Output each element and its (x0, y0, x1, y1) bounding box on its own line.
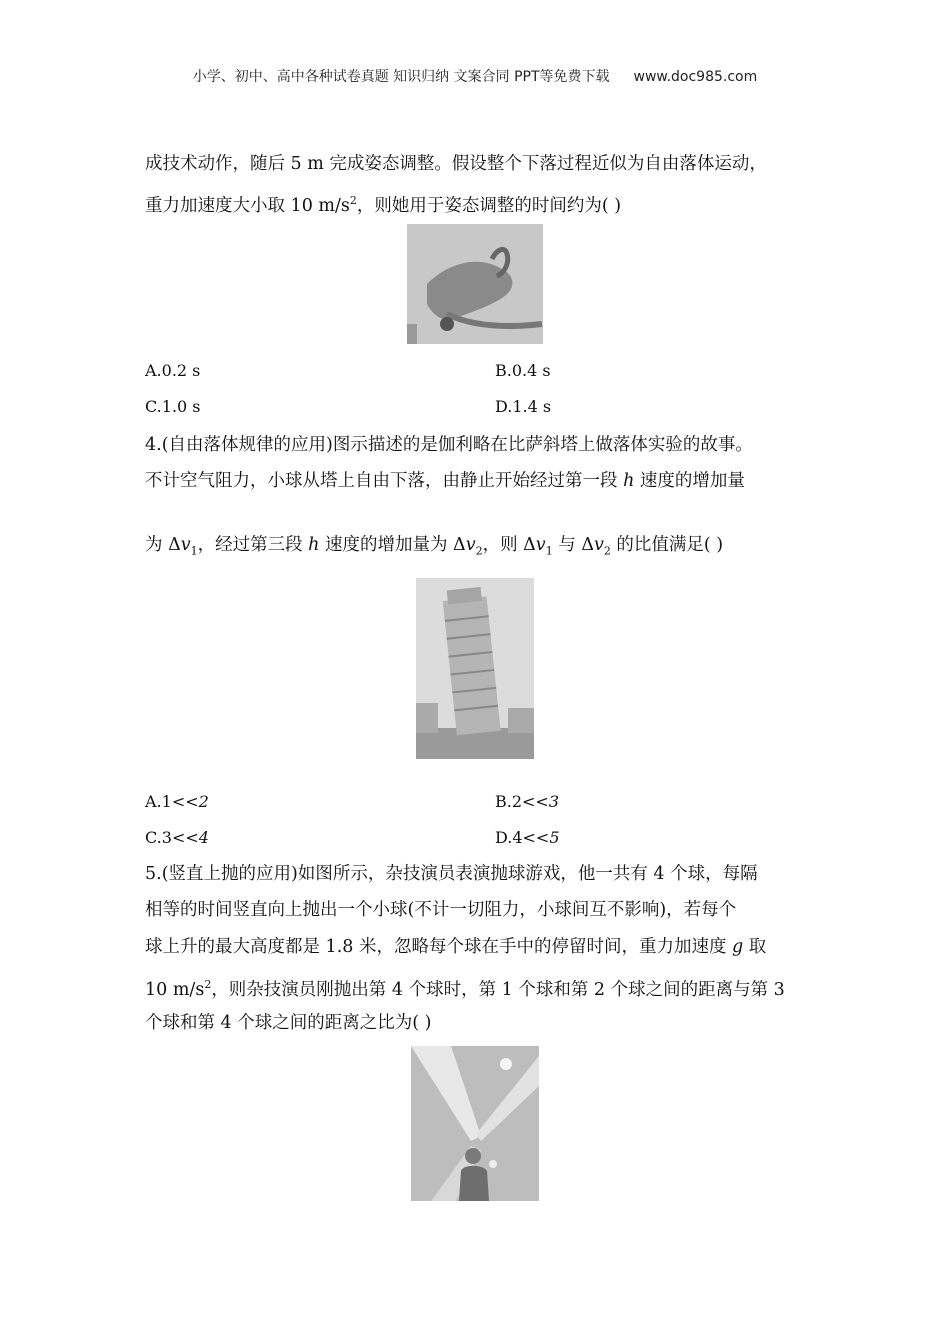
q4-option-c[interactable]: C.3<<4 (145, 828, 209, 847)
header-url[interactable]: www.doc985.com (633, 69, 758, 85)
juggler-image (411, 1046, 539, 1201)
q4-option-d[interactable]: D.4<<5 (495, 828, 560, 847)
q5-line2: 相等的时间竖直向上抛出一个小球(不计一切阻力，小球间互不影响)，若每个 (145, 900, 737, 920)
header-text: 小学、初中、高中各种试卷真题 知识归纳 文案合同 PPT等免费下载 (192, 69, 610, 85)
q3-line1: 成技术动作，随后 5 m 完成姿态调整。假设整个下落过程近似为自由落体运动， (145, 154, 767, 174)
q5-line4: 10 $m/s^2$，则杂技演员刚抛出第 4 个球时，第 1 个球和第 2 个球之间的距离与第 3 (145, 978, 785, 1000)
q4-option-a[interactable]: A.1<<2 (145, 792, 209, 811)
q5-line5: 个球和第 4 个球之间的距离之比为( ) (145, 1013, 432, 1033)
diver-image (407, 224, 543, 344)
q3-option-b[interactable]: B.0.4 s (495, 361, 551, 380)
q4-line2: 不计空气阻力，小球从塔上自由下落，由静止开始经过第一段 h 速度的增加量 (145, 471, 745, 491)
q3-option-a[interactable]: A.0.2 s (145, 361, 201, 380)
q4-option-b[interactable]: B.2<<3 (495, 792, 560, 811)
q3-option-d[interactable]: D.1.4 s (495, 397, 552, 416)
q3-line2: 重力加速度大小取 10 $m/s^2$，则她用于姿态调整的时间约为( ) (145, 194, 622, 216)
q3-option-c[interactable]: C.1.0 s (145, 397, 201, 416)
q5-line1: 5.(竖直上抛的应用)如图所示，杂技演员表演抛球游戏，他一共有 4 个球，每隔 (145, 864, 758, 884)
leaning-tower-image (416, 578, 534, 759)
q4-line3: 为 $\Delta v_1$，经过第三段 h 速度的增加量为 $\Delta v_2$，则 $\Delta v_1$ 与 $\Delta v_2$ 的比值满足( ) (145, 535, 724, 558)
q4-tag: 自由落体规律的应用 (168, 435, 327, 455)
page-header (0, 66, 950, 86)
q5-line3: 球上升的最大高度都是 1.8 米，忽略每个球在手中的停留时间，重力加速度 g 取 (145, 937, 767, 957)
q5-tag: 竖直上抛的应用 (168, 864, 292, 884)
q4-line1: 4.(自由落体规律的应用)图示描述的是伽利略在比萨斜塔上做落体实验的故事。 (145, 435, 753, 455)
